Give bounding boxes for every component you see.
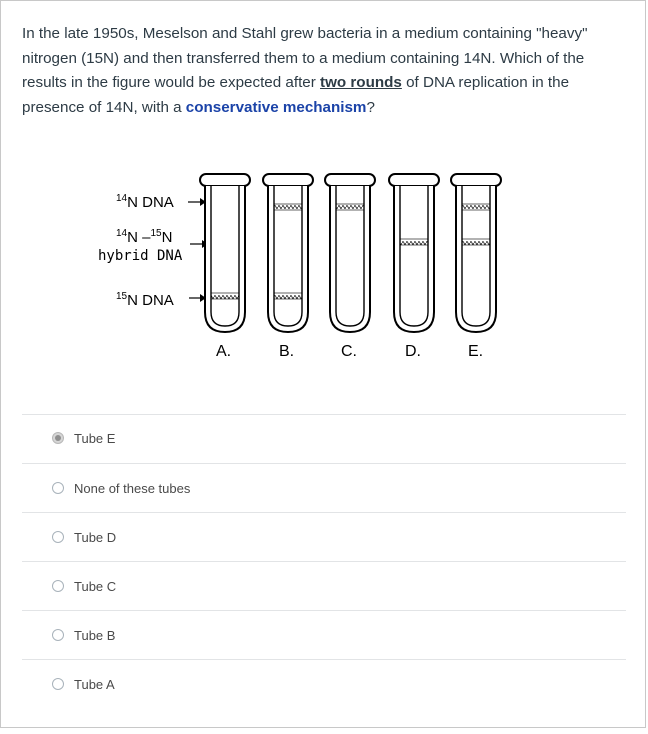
label-hybrid-sup1: 14 (116, 228, 128, 239)
radio-tube-c[interactable] (52, 580, 64, 592)
band-e-hybrid (462, 239, 490, 245)
divider (22, 414, 626, 415)
radio-tube-a[interactable] (52, 678, 64, 690)
label-hybrid-mid: N – (127, 229, 151, 246)
question-text (22, 22, 626, 120)
band-b-15n (274, 293, 302, 299)
label-hybrid-dna (116, 228, 172, 246)
tube-label-e: E. (468, 343, 484, 360)
radio-tube-e[interactable] (52, 432, 64, 444)
answer-label-tube-c: Tube C (74, 578, 117, 594)
question-part-3: ? (366, 98, 375, 116)
band-e-14n (462, 204, 490, 210)
label-15n-sup: 15 (116, 291, 128, 302)
radio-tube-d[interactable] (52, 531, 64, 543)
answer-option-tube-c[interactable] (52, 576, 116, 596)
tube-e (451, 174, 501, 332)
divider (22, 610, 626, 611)
tube-label-b: B. (279, 343, 295, 360)
divider (22, 463, 626, 464)
tube-label-c: C. (341, 343, 357, 360)
answer-option-tube-b[interactable] (52, 625, 115, 645)
divider (22, 659, 626, 660)
radio-tube-b[interactable] (52, 629, 64, 641)
divider (22, 561, 626, 562)
tube-d (389, 174, 439, 332)
question-emphasis-two-rounds: two rounds (320, 74, 402, 91)
answer-label-tube-b: Tube B (74, 627, 116, 643)
answer-option-tube-a[interactable] (52, 674, 115, 694)
label-14n-sup: 14 (116, 193, 128, 204)
band-a-15n (211, 293, 239, 299)
tube-b (263, 174, 313, 332)
question-emphasis-conservative: conservative mechanism (185, 98, 367, 116)
tube-a (200, 174, 250, 332)
answer-label-tube-a: Tube A (74, 676, 115, 692)
tube-label-d: D. (405, 343, 421, 360)
label-15n-dna (116, 291, 174, 309)
band-b-14n (274, 204, 302, 210)
answer-label-tube-e: Tube E (74, 430, 116, 446)
radio-none[interactable] (52, 482, 64, 494)
tube-label-a: A. (216, 343, 232, 360)
question-part-1: In the late 1950s, Meselson and Stahl grew bacteria in a medium containing "heavy" nitrogen (15N) and then transferred them to a medium containing 14N. Which of the results in the figure would be expected after (22, 25, 588, 91)
answer-option-tube-d[interactable] (52, 527, 116, 547)
label-hybrid-line2: hybrid DNA (98, 248, 183, 264)
label-hybrid-sup2: 15 (150, 228, 162, 239)
tube-c (325, 174, 375, 332)
answer-option-none[interactable] (52, 478, 190, 498)
answer-label-none: None of these tubes (74, 480, 191, 496)
label-14n-dna (116, 193, 174, 211)
question-part-2: of DNA replication in the presence of 14N, with a (22, 74, 570, 116)
label-hybrid-end: N (161, 229, 173, 246)
label-15n-text: N DNA (127, 292, 174, 309)
centrifuge-tubes-diagram (90, 162, 530, 367)
answer-label-tube-d: Tube D (74, 529, 117, 545)
band-d-hybrid (400, 239, 428, 245)
answer-option-tube-e[interactable] (52, 428, 115, 448)
divider (22, 512, 626, 513)
band-c-14n (336, 204, 364, 210)
label-14n-text: N DNA (127, 194, 174, 211)
centrifuge-figure (90, 162, 530, 367)
